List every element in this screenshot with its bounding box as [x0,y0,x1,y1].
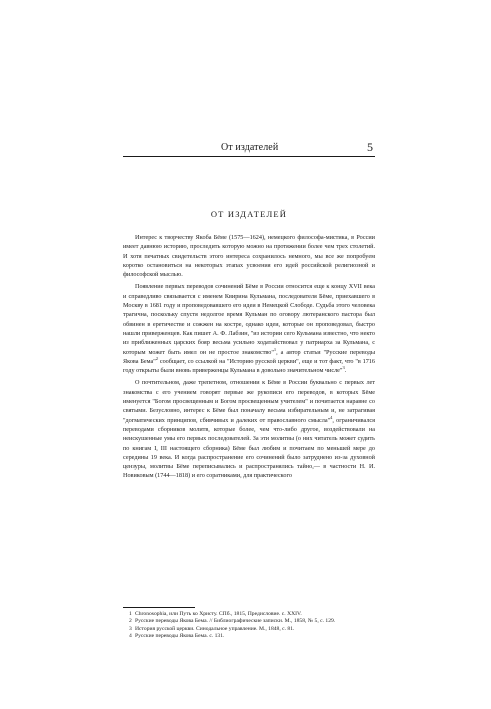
footnote [123,626,375,633]
footnote-number: 4 [129,633,132,640]
footnote-text: Русские переводы Якова Бема. // Библиографические записки. М., 1858, № 5, с. 129. [135,618,336,625]
footnote-number: 2 [129,618,132,625]
paragraph [123,378,375,480]
footnote-text: История русской церкви. Синодальное управление. М., 1848, с. 81. [135,625,295,632]
paragraph [123,233,375,279]
footnote-ref: 2 [155,355,159,361]
footnotes [123,611,375,641]
footnote-ref: 1 [273,346,277,352]
text-run: . [344,367,347,375]
text-run: , ограничивался переводами сборников молитв, которые более, чем что-либо другое, воздействовали на неискушенные умы его первых последователей. За эти молитвы (о них читатель может судить по книгам I, III настоящего сборника) Бёме был любим и почитаем по меньшей мере до середины 19 века. И когда распространение его сочинений было затруднено из-за духовной цензуры, молитвы Бёме переписывались и распространялись тайно,— в частности Н. И. Новиковым (1744—1818) и его соратниками, для практического [123,416,376,480]
page-number: 5 [367,140,373,154]
text-run: сообщает, со ссылкой на "Историю русской церкви", еще и тот факт, что "в 1716 году открыты были вновь приверженцы Кульмана в довольно значительном числе" [123,357,375,375]
footnote-number: 1 [129,611,132,617]
footnote-text: Chronosophia, или Путь ко Христу. СПб., 1815, Предисловие. с. XXIV. [135,611,302,617]
footnote [123,618,375,625]
running-head [123,142,375,158]
footnote [123,633,375,640]
chapter-heading: ОТ ИЗДАТЕЛЕЙ [210,209,288,219]
paragraph [123,282,375,375]
text-run: Появление первых переводов сочинений Бёме в России относится еще к концу XVII века и справедливо связывается с именем Квирина Кульмана, последователя Бёме, приехавшего в Москву в 1681 году и проповедовавшего его идеи в Немецкой Слободе. Судьба этого человека трагична, поскольку спустя недолгое время Кульман по оговору лютеранского пастора был обвинен в еретичестве и сожжен на костре, однако идеи, которые он проповедовал, быстро нашли приверженцев. Как пишет А. Ф. Лабзин, "из истории сего Кульмана известно, что некто из приближенных царских бояр весьма усильно ходатайствовал у патриарха за Кульмана, с которым может быть имел он не простое знакомство" [123,283,375,356]
text-run: Интерес к творчеству Якоба Бёме (1575—1624), немецкого философа-мистика, в России имеет давнюю историю, проследить которую можно на протяжении более чем трех столетий. И хотя печатных свидетельств этого интереса сохранилось немного, мы все же попробуем коротко остановиться на некоторых этапах усвоения его идей российской религиозной и философской мыслью. [123,234,375,279]
footnote-text: Русские переводы Якова Бема. с. 131. [135,633,225,640]
text-run: О почтительном, даже трепетном, отношении к Бёме в России буквально с первых лет знакомства с его учением говорят первые же рукописи его переводов, в которых Бёме именуется "Богом просвещенным и Богом просвещенным учителем" и почитается наравне со святыми. Безусловно, интерес к Бёме был поначалу весьма избирательным и, не затрагивая "догматических принципов, сбивчивых и далеких от православного смысла" [123,379,375,424]
body-text [123,233,375,481]
text-run: , а автор статьи "Русские переводы Якова Бема" [123,348,375,365]
running-head-title: От издателей [221,142,279,153]
footnote-rule [123,607,195,608]
footnote-number: 3 [129,625,132,632]
footnote-ref: 3 [342,365,345,371]
footnote-ref: 4 [330,414,333,420]
running-head-rule [123,156,375,157]
